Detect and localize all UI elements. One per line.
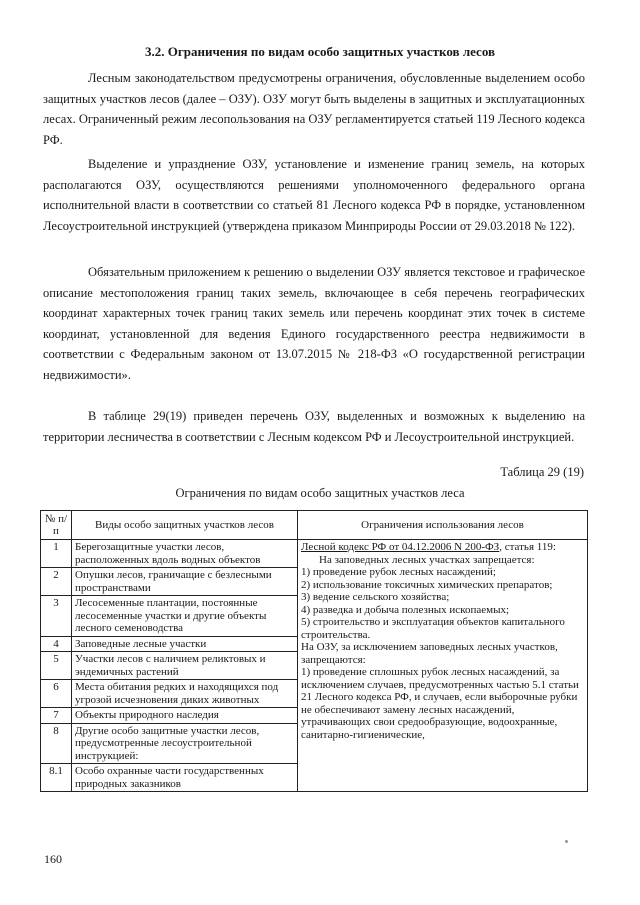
row-kind: Участки лесов с наличием реликтовых и эндемичных растений (72, 652, 298, 680)
section-heading: 3.2. Ограничения по видам особо защитных участков лесов (144, 44, 496, 59)
law-reference-tail: , статья 119: (499, 541, 556, 553)
row-kind: Другие особо защитные участки лесов, предусмотренные лесоустроительной инструкцией: (72, 723, 298, 764)
paragraph-3: Обязательным приложением к решению о выделении ОЗУ является текстовое и графическое описание местоположения границ таких земель, включающее в себя перечень географических координат характерных точек границ таких земель или перечень координат этих точек в системе координат, установленной для ведения Единого государственного реестра недвижимости в соответствии с Федеральным законом от 13.07.2015 № 218-ФЗ «О государственной регистрации недвижимости». (43, 265, 585, 382)
row-num: 4 (41, 636, 72, 652)
table-row (41, 540, 588, 568)
row-num: 1 (41, 540, 72, 568)
row-num: 5 (41, 652, 72, 680)
row-num: 6 (41, 680, 72, 708)
row-num: 2 (41, 568, 72, 596)
limits-cell (298, 540, 588, 792)
header-limits: Ограничения использования лесов (298, 511, 588, 540)
limit-line: 1) проведение рубок лесных насаждений; (301, 566, 496, 578)
limit-line: 1) проведение сплошных рубок лесных насаждений, за исключением случаев, предусмотренных частью 5.1 статьи 21 Лесного кодекса РФ, и случаев, если выборочные рубки не обеспечивают замену лесных насаждений, утрачивающих свои средообразующие, водоохранные, санитарно-гигиенические, (301, 666, 579, 741)
row-kind: Места обитания редких и находящихся под угрозой исчезновения диких животных (72, 680, 298, 708)
law-reference-line (301, 541, 584, 554)
limit-line: 3) ведение сельского хозяйства; (301, 591, 450, 603)
table-number: Таблица 29 (19) (500, 465, 584, 479)
law-reference-link: Лесной кодекс РФ от 04.12.2006 N 200-ФЗ (301, 541, 500, 553)
row-num: 8.1 (41, 764, 72, 792)
header-kind: Виды особо защитных участков лесов (72, 511, 298, 540)
limit-line: 5) строительство и эксплуатация объектов капитального строительства. (301, 616, 565, 641)
row-kind: Заповедные лесные участки (72, 636, 298, 652)
table-header-row (41, 511, 588, 540)
header-num: № п/п (41, 511, 72, 540)
limit-line: 2) использование токсичных химических препаратов; (301, 578, 553, 591)
row-kind: Лесосеменные плантации, постоянные лесосеменные участки и другие объекты лесного семеноводства (72, 596, 298, 637)
restrictions-table (40, 510, 588, 792)
row-kind: Особо охранные части государственных природных заказников (72, 764, 298, 792)
paragraph-4: В таблице 29(19) приведен перечень ОЗУ, выделенных и возможных к выделению на территории лесничества в соответствии с Лесным кодексом РФ и Лесоустроительной инструкцией. (43, 409, 585, 444)
row-num: 7 (41, 708, 72, 724)
limit-line: На ОЗУ, за исключением заповедных лесных участков, запрещаются: (301, 641, 558, 666)
row-kind: Берегозащитные участки лесов, расположенных вдоль водных объектов (72, 540, 298, 568)
paragraph-1: Лесным законодательством предусмотрены ограничения, обусловленные выделением особо защитных участков лесов (далее – ОЗУ). ОЗУ могут быть выделены в защитных и эксплуатационных лесах. Ограниченный режим лесопользования на ОЗУ регламентируется статьей 119 Лесного кодекса РФ. (43, 71, 585, 147)
row-num: 8 (41, 723, 72, 764)
row-kind: Объекты природного наследия (72, 708, 298, 724)
limit-line: 4) разведка и добыча полезных ископаемых; (301, 603, 510, 616)
table-title: Ограничения по видам особо защитных участков леса (175, 486, 465, 500)
page-number: 160 (44, 852, 62, 866)
row-num: 3 (41, 596, 72, 637)
scan-dot (565, 840, 568, 843)
paragraph-2: Выделение и упразднение ОЗУ, установление и изменение границ земель, на которых располагаются ОЗУ, осуществляются решениями уполномоченного федерального органа исполнительной власти в соответствии со статьей 81 Лесного кодекса РФ в порядке, установленном Лесоустроительной инструкцией (утверждена приказом Минприроды России от 29.03.2018 № 122). (43, 157, 585, 233)
row-kind: Опушки лесов, граничащие с безлесными пространствами (72, 568, 298, 596)
limit-line: На заповедных лесных участках запрещается: (319, 553, 535, 566)
